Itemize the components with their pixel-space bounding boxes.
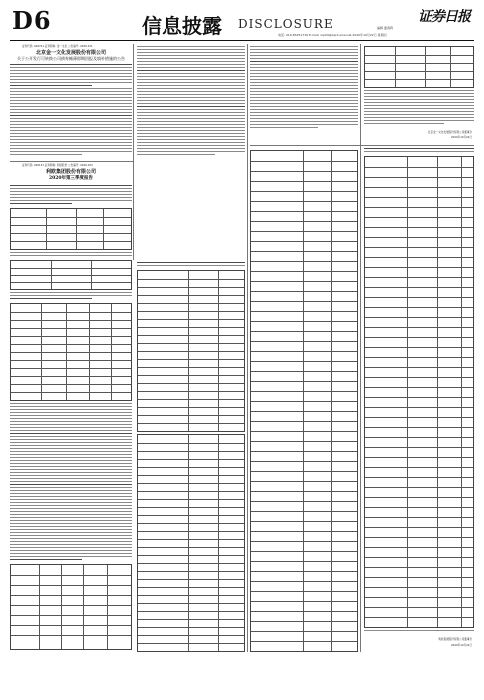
announcement-code-line: 证券代码: 002721 证券简称: 金一文化 公告编号: 2020-151 [22,45,93,48]
announcement-company: 利欧集团股份有限公司 [45,169,96,175]
announcement-2 [10,163,132,650]
masthead-rule [10,40,474,41]
signature: 利欧集团股份有限公司董事会 [438,638,472,641]
signature-date: 2020年10月22日 [451,136,472,139]
data-table [10,303,132,401]
data-table [250,150,358,652]
announcement-1 [10,44,132,160]
announcement-1-table-area [364,44,474,144]
column-divider [360,44,361,652]
section-title-en: DISCLOSURE [238,17,334,31]
data-table [137,270,245,432]
data-table [10,260,132,290]
announcement-2-financials [137,262,245,652]
newspaper-logo: 证券日报 [418,9,470,25]
data-table [137,434,245,652]
announcement-1-continued [137,44,245,260]
announcement-title: 2020年第三季度报告 [48,176,94,181]
masthead [0,0,484,42]
announcement-title: 关于公开发行可转换公司债券摊薄即期回报及填补措施的公告 [17,56,125,61]
contact-line: 电话: 010-83251716 E-mail: zqrb9@zqrb.sina.net 2020年10月22日 星期四 [278,33,387,37]
data-table [364,46,474,88]
announcement-code-line: 证券代码: 002131 证券简称: 利欧股份 公告编号: 2020-103 [22,164,93,167]
announcement-1-continued-2 [250,44,358,144]
section-divider [10,161,133,162]
announcement-company: 北京金一文化发展股份有限公司 [35,50,106,56]
signature-date: 2020年10月22日 [451,644,472,647]
section-title: 信息披露 [142,14,222,38]
editor-credit: 编辑 董春辉 [377,26,393,30]
section-divider [250,145,474,146]
data-table [364,156,474,628]
data-table [10,208,132,250]
column-divider [247,44,248,652]
page-number: D6 [12,6,52,35]
announcement-2-financials-2 [250,148,358,652]
column-divider [133,44,134,260]
signature: 北京金一文化发展股份有限公司董事会 [427,131,472,134]
announcement-2-financials-3 [364,148,474,652]
data-table [10,564,132,650]
